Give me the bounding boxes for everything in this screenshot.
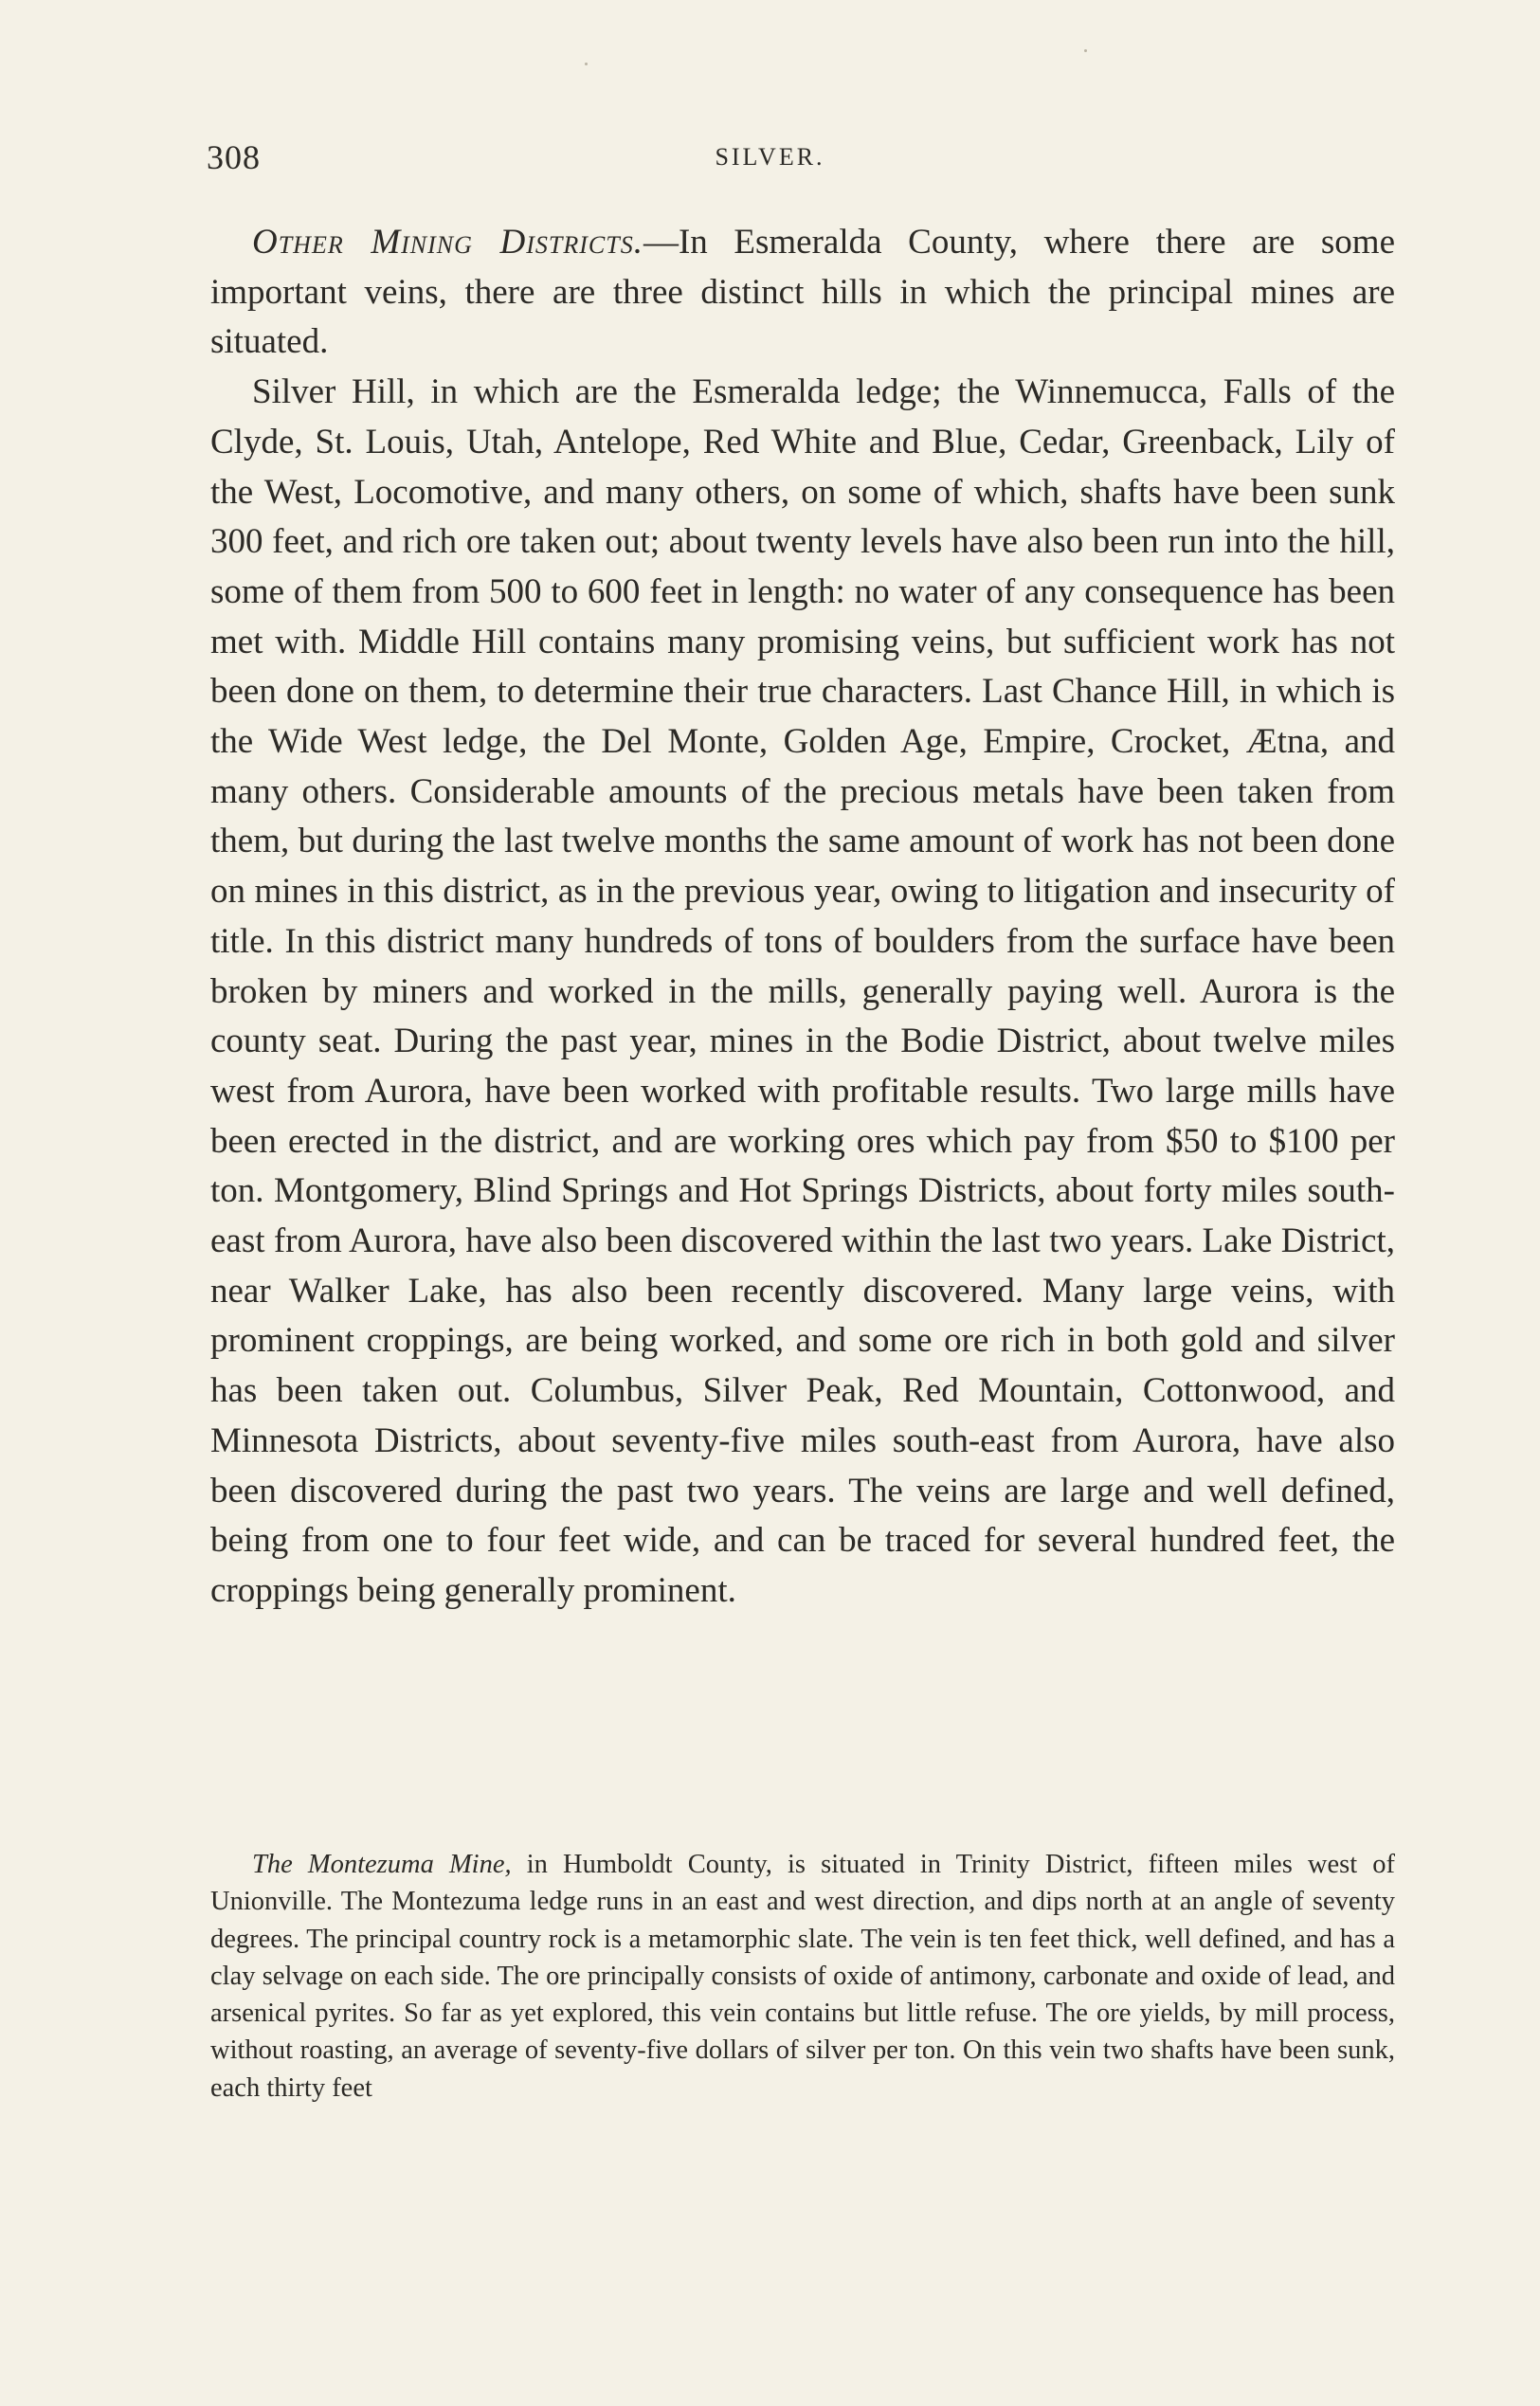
running-head [0,137,1540,185]
section-heading: Other Mining Districts. [252,223,643,262]
body-text [210,218,1395,1617]
paragraph [210,218,1395,368]
paragraph: Silver Hill, in which are the Esmeralda ledge; the Winnemucca, Falls of the Clyde, St. Louis, Utah, Antelope, Red White and Blue, Cedar, Greenback, Lily of the West, Locomotive, and many others, on some of which, shafts have been sunk 300 feet, and rich ore taken out; about twenty levels have also been run into the hill, some of them from 500 to 600 feet in length: no water of any consequence has been met with. Middle Hill contains many promising veins, but sufficient work has not been done on them, to determine their true characters. Last Chance Hill, in which is the Wide West ledge, the Del Monte, Golden Age, Empire, Crocket, Ætna, and many others. Considerable amounts of the precious metals have been taken from them, but during the last twelve months the same amount of work has not been done on mines in this district, as in the previous year, owing to litigation and insecurity of title. In this district many hundreds of tons of boulders from the surface have been broken by miners and worked in the mills, generally paying well. Aurora is the county seat. During the past year, mines in the Bodie District, about twelve miles west from Aurora, have been worked with profitable results. Two large mills have been erected in the district, and are working ores which pay from $50 to $100 per ton. Montgomery, Blind Springs and Hot Springs Districts, about forty miles south-east from Aurora, have also been discovered within the last two years. Lake District, near Walker Lake, has also been recently discovered. Many large veins, with prominent croppings, are being worked, and some ore rich in both gold and silver has been taken out. Columbus, Silver Peak, Red Mountain, Cottonwood, and Minnesota Districts, about seventy-five miles south-east from Aurora, have also been discovered during the past two years. The veins are large and well defined, being from one to four feet wide, and can be traced for several hundred feet, the croppings being generally prominent. [210,372,1395,1610]
section-intro-text: —In Esmeralda County, where there are some important veins, there are three distinct hills in which the principal mines are situated. [210,223,1395,362]
footnote-block [210,1846,1395,2107]
note-text: in Humboldt County, is situated in Trinity District, fifteen miles west of Unionville. The Montezuma ledge runs in an east and west direction, and dips north at an angle of seventy degrees. The principal country rock is a metamorphic slate. The vein is ten feet thick, well defined, and has a clay selvage on each side. The ore principally consists of oxide of antimony, carbonate and oxide of lead, and arsenical pyrites. So far as yet explored, this vein contains but little refuse. The ore yields, by mill process, without roasting, an average of seventy-five dollars of silver per ton. On this vein two shafts have been sunk, each thirty feet [210,1850,1395,2103]
paper-speck [1084,49,1087,52]
running-title: SILVER. [715,143,825,171]
paper-speck [585,63,588,65]
note-paragraph [210,1846,1395,2107]
page-number: 308 [207,138,261,176]
note-title: The Montezuma Mine, [252,1850,512,1879]
